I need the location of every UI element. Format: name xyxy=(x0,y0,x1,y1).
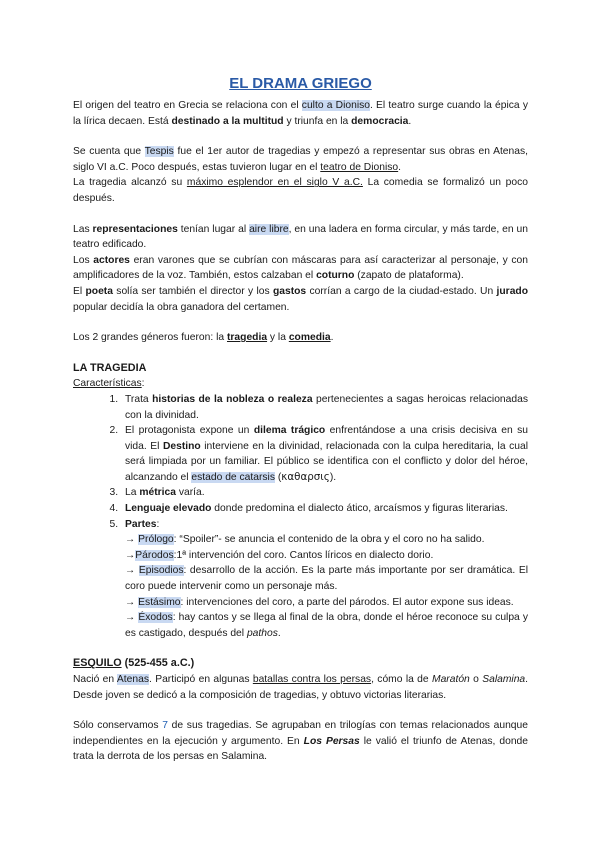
highlight-term: Párodos xyxy=(135,549,174,561)
number-tragedias: 7 xyxy=(162,720,168,732)
underline-esplendor: máximo esplendor en el siglo V a.C. xyxy=(186,177,363,189)
text: Los 2 grandes géneros fueron: la xyxy=(73,332,227,344)
representaciones-paragraph xyxy=(73,222,528,253)
greek-word: καθαρσις xyxy=(281,470,330,483)
spacer xyxy=(73,641,528,656)
text: (525-455 a.C.) xyxy=(121,657,195,670)
text: , en una ladera en forma circular, y más tarde, en un teatro edificado. xyxy=(73,223,528,251)
highlight-term: Prólogo xyxy=(138,534,174,546)
text: pertenecientes a sagas heroicas relacionadas con la divinidad. xyxy=(125,393,528,421)
spacer xyxy=(73,129,528,144)
text: : hay cantos y se llega al final de la obra, donde el héroe reconoce su culpa y es castigado, después del xyxy=(125,612,528,639)
text: varía. xyxy=(175,487,205,499)
arrow-icon: → xyxy=(125,534,136,546)
bold-representaciones: representaciones xyxy=(92,223,178,235)
bold-gastos: gastos xyxy=(272,285,307,297)
text: : “Spoiler”- se anuncia el contenido de la obra y el coro no ha salido. xyxy=(173,534,485,546)
parte-estasimo xyxy=(125,595,528,611)
bold-democracia: democracia xyxy=(351,115,409,127)
text: : xyxy=(141,378,145,390)
highlight-culto: culto a Dioniso xyxy=(301,100,370,111)
text: Nació en xyxy=(73,674,117,685)
generos-paragraph xyxy=(73,330,528,346)
text: La xyxy=(125,487,140,499)
text: ). xyxy=(329,471,337,483)
text: corrían a cargo de la ciudad-estado. Un xyxy=(306,285,497,297)
text: Las xyxy=(73,223,93,235)
bold-text: historias de la nobleza o realeza xyxy=(152,393,313,405)
text: Trata xyxy=(125,393,153,405)
actores-paragraph xyxy=(73,253,528,284)
highlight-atenas: Atenas xyxy=(116,674,149,685)
italic-text: Maratón xyxy=(432,674,470,685)
list-item xyxy=(121,392,528,423)
text: donde predomina el dialecto ático, arcaísmos y figuras literarias. xyxy=(211,503,508,515)
bold-text: Lenguaje elevado xyxy=(125,503,212,515)
page-title: EL DRAMA GRIEGO xyxy=(229,75,372,92)
highlight-term: Episodios xyxy=(138,565,184,577)
text: (zapato de plataforma). xyxy=(354,270,464,282)
text: o xyxy=(469,674,483,685)
section-heading-esquilo xyxy=(73,656,528,672)
text: fue el 1er autor de tragedias y empezó a representar sus obras en Atenas, siglo VI a.C. Poco después, estas tuvieron lugar en el xyxy=(73,146,528,173)
spacer xyxy=(73,346,528,361)
text: de sus tragedias. Se agrupaban en trilogías con temas relacionados aunque independientes en la ejecución y argumento. En xyxy=(73,720,528,747)
caracteristicas-label xyxy=(73,376,528,392)
bold-italic-text: Los Persas xyxy=(303,735,360,747)
text: y la xyxy=(267,332,289,344)
text: : xyxy=(156,518,160,530)
intro-paragraph xyxy=(73,98,528,129)
bold-text: métrica xyxy=(139,487,176,499)
list-item xyxy=(121,485,528,501)
bold-comedia: comedia xyxy=(288,332,331,344)
arrow-icon: → xyxy=(125,612,136,624)
list-item xyxy=(121,501,528,517)
text: eran varones que se cubrían con máscaras para así caracterizar al personaje, y con amplificadores de la voz. También, estos calzaban el xyxy=(73,254,528,282)
text: tenían lugar al xyxy=(177,223,250,235)
text: enfrentándose a una crisis decisiva en su vida. El xyxy=(125,425,529,452)
text: ESQUILO xyxy=(73,657,122,670)
list-item xyxy=(121,517,528,642)
text: solía ser también el director y los xyxy=(112,285,273,297)
esquilo-paragraph-2 xyxy=(73,718,528,765)
bold-coturno: coturno xyxy=(316,270,355,282)
highlight-term: Estásimo xyxy=(138,596,181,608)
characteristics-list xyxy=(73,392,528,642)
bold-text: dilema trágico xyxy=(253,425,326,437)
bold-actores: actores xyxy=(93,254,130,266)
text: El protagonista expone un xyxy=(125,425,254,437)
parte-parodos xyxy=(125,548,528,564)
text: interviene en la divinidad, relacionada con la culpa hereditaria, la cual será limpiada por un familiar. El público se identifica con el conflicto y dolor del héroe, alcanzando el xyxy=(125,440,528,483)
spacer xyxy=(73,207,528,222)
spacer xyxy=(73,315,528,330)
arrow-icon: → xyxy=(125,549,136,561)
text: y triunfa en la xyxy=(283,115,352,127)
spacer xyxy=(73,703,528,718)
italic-text: pathos xyxy=(246,627,278,639)
highlight-catarsis: estado de catarsis xyxy=(191,471,275,483)
arrow-icon: → xyxy=(125,565,136,577)
parte-prologo xyxy=(125,532,528,548)
underline-teatro: teatro de Dioniso xyxy=(320,161,399,173)
bold-destinado: destinado a la multitud xyxy=(171,115,284,127)
bold-jurado: jurado xyxy=(496,285,528,297)
text: Se cuenta que xyxy=(73,146,145,158)
esquilo-paragraph-1 xyxy=(73,672,528,703)
section-heading-tragedia: LA TRAGEDIA xyxy=(73,361,147,374)
highlight-term: Éxodos xyxy=(138,612,173,624)
text: . El teatro surge cuando la épica y la lírica decaen. Está xyxy=(73,100,528,127)
text: : desarrollo de la acción. Es la parte más importante por ser dramática. El coro puede intervenir como un personaje más. xyxy=(125,565,528,593)
tespis-paragraph xyxy=(73,144,528,175)
text: Sólo conservamos xyxy=(73,720,163,732)
text: le valió el triunfo de Atenas, donde trata la derrota de los persas en Salamina. xyxy=(73,735,528,763)
bold-text: Destino xyxy=(162,440,201,452)
italic-text: Salamina xyxy=(482,674,526,685)
text: . xyxy=(398,161,402,173)
underline-batallas: batallas contra los persas xyxy=(252,674,372,685)
text: . Participó en algunas xyxy=(148,674,253,685)
arrow-icon: → xyxy=(125,596,136,608)
text: El xyxy=(73,285,86,297)
text: La comedia se formalizó un poco después. xyxy=(73,177,528,204)
text: : intervenciones del coro, a parte del párodos. El autor expone sus ideas. xyxy=(180,596,514,608)
text: :1ª intervención del coro. Cantos líricos en dialecto dorio. xyxy=(173,549,434,561)
highlight-tespis: Tespis xyxy=(144,146,174,158)
text: , cómo la de xyxy=(371,674,432,685)
highlight-aire-libre: aire libre xyxy=(249,223,289,235)
bold-text: Partes xyxy=(125,518,157,530)
parte-episodios xyxy=(125,563,528,594)
bold-poeta: poeta xyxy=(85,285,113,297)
text: ( xyxy=(275,471,282,483)
esplendor-paragraph xyxy=(73,175,528,206)
text: Características xyxy=(73,378,142,390)
parte-exodos xyxy=(125,610,528,641)
text: La tragedia alcanzó su xyxy=(73,177,187,189)
text: . xyxy=(408,115,412,127)
poeta-paragraph xyxy=(73,284,528,315)
list-item xyxy=(121,423,528,485)
text: popular decidía la obra ganadora del certamen. xyxy=(73,301,290,313)
text: . Desde joven se dedicó a la composición de tragedias, y obtuvo victorias literarias. xyxy=(73,674,529,701)
document-body xyxy=(73,74,528,765)
text: El origen del teatro en Grecia se relaciona con el xyxy=(73,100,302,111)
bold-tragedia: tragedia xyxy=(227,332,268,344)
text: Los xyxy=(73,254,94,266)
text: . xyxy=(330,332,334,344)
text: . xyxy=(277,627,281,639)
